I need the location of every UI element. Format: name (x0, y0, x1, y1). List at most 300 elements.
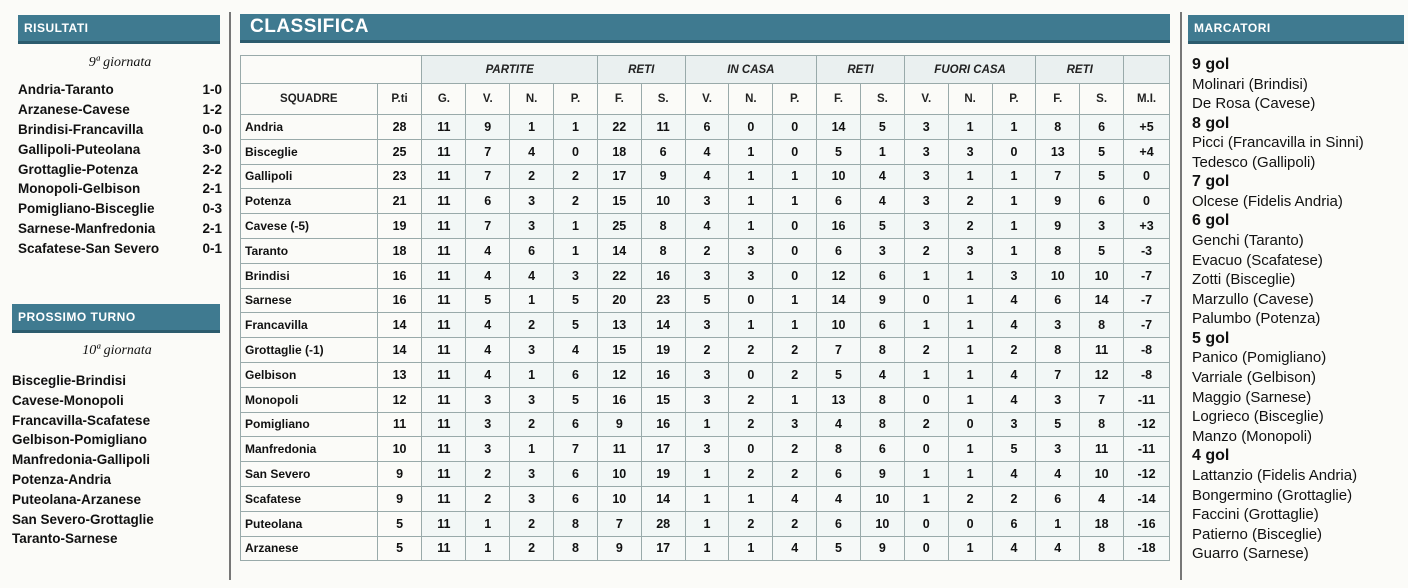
table-cell: 8 (1080, 313, 1124, 338)
table-cell: 1 (948, 164, 992, 189)
table-cell: 15 (597, 189, 641, 214)
table-cell: 3 (466, 387, 510, 412)
table-cell: 2 (948, 189, 992, 214)
table-cell: 4 (510, 263, 554, 288)
table-cell: 6 (1036, 288, 1080, 313)
table-cell: 9 (466, 115, 510, 140)
table-row (241, 486, 1170, 511)
team-name: Cavese (-5) (241, 214, 378, 239)
table-cell: 6 (1080, 189, 1124, 214)
scorer-name: Logrieco (Bisceglie) (1192, 408, 1324, 426)
table-cell: 3 (685, 313, 729, 338)
table-row (241, 362, 1170, 387)
table-cell: 0 (948, 511, 992, 536)
table-cell: 6 (554, 362, 598, 387)
table-cell: 2 (773, 437, 817, 462)
table-cell: 10 (817, 313, 861, 338)
table-cell: 1 (992, 115, 1036, 140)
table-cell: 2 (729, 387, 773, 412)
table-cell: 11 (1080, 437, 1124, 462)
table-cell: 4 (466, 362, 510, 387)
table-cell: 9 (377, 486, 422, 511)
table-cell: 2 (510, 536, 554, 561)
next-match: Manfredonia-Gallipoli (12, 452, 151, 468)
table-cell: 6 (860, 437, 904, 462)
table-cell: -12 (1124, 412, 1170, 437)
separator-left (229, 12, 231, 580)
table-cell: 2 (466, 462, 510, 487)
table-cell: 11 (641, 115, 685, 140)
table-cell: 4 (773, 486, 817, 511)
table-cell: 3 (685, 387, 729, 412)
table-cell: 16 (817, 214, 861, 239)
table-cell: 6 (466, 189, 510, 214)
table-cell: 2 (773, 511, 817, 536)
table-cell: 11 (597, 437, 641, 462)
team-name: Monopoli (241, 387, 378, 412)
table-cell: 15 (597, 338, 641, 363)
table-cell: 7 (466, 214, 510, 239)
column-header: S. (641, 84, 685, 115)
table-cell: 28 (641, 511, 685, 536)
group-partite: PARTITE (422, 56, 597, 84)
table-cell: 1 (992, 214, 1036, 239)
table-cell: 9 (597, 412, 641, 437)
table-cell: -11 (1124, 387, 1170, 412)
table-cell: 11 (422, 263, 466, 288)
table-cell: 5 (1080, 139, 1124, 164)
table-cell: 10 (817, 164, 861, 189)
table-cell: 6 (685, 115, 729, 140)
table-cell: 3 (904, 164, 948, 189)
table-cell: 0 (904, 536, 948, 561)
table-cell: 4 (860, 189, 904, 214)
classifica-body (241, 115, 1170, 561)
table-cell: 10 (860, 511, 904, 536)
result-score: 1-0 (202, 82, 222, 97)
table-cell: 3 (904, 189, 948, 214)
table-cell: 3 (904, 214, 948, 239)
table-cell: 13 (597, 313, 641, 338)
table-cell: 3 (773, 412, 817, 437)
team-name: Manfredonia (241, 437, 378, 462)
column-header: S. (1080, 84, 1124, 115)
table-cell: 1 (729, 486, 773, 511)
table-cell: 1 (904, 486, 948, 511)
table-cell: 0 (729, 362, 773, 387)
table-cell: 3 (729, 263, 773, 288)
table-cell: 11 (422, 511, 466, 536)
scorer-name: Evacuo (Scafatese) (1192, 251, 1323, 269)
next-match: San Severo-Grottaglie (12, 511, 154, 527)
table-cell: 6 (554, 462, 598, 487)
table-cell: 1 (773, 387, 817, 412)
column-header: N. (729, 84, 773, 115)
table-cell: 2 (773, 338, 817, 363)
risultati-title: RISULTATI (24, 21, 89, 35)
table-cell: 1 (510, 362, 554, 387)
table-cell: 8 (641, 238, 685, 263)
table-cell: 4 (466, 238, 510, 263)
table-cell: 7 (1080, 387, 1124, 412)
table-cell: 13 (817, 387, 861, 412)
prossimo-turno-title: PROSSIMO TURNO (18, 310, 136, 324)
table-cell: 5 (1036, 412, 1080, 437)
table-cell: 6 (817, 189, 861, 214)
table-cell: 25 (597, 214, 641, 239)
table-cell: 9 (860, 288, 904, 313)
scorer-name: Manzo (Monopoli) (1192, 427, 1313, 445)
table-cell: 8 (641, 214, 685, 239)
group-mi-blank (1124, 56, 1170, 84)
table-row (241, 263, 1170, 288)
table-cell: 11 (422, 139, 466, 164)
table-cell: 3 (1036, 437, 1080, 462)
table-cell: -3 (1124, 238, 1170, 263)
table-cell: 8 (1080, 412, 1124, 437)
table-cell: 0 (1124, 189, 1170, 214)
table-cell: 5 (377, 536, 422, 561)
table-cell: 4 (685, 164, 729, 189)
table-cell: 9 (641, 164, 685, 189)
table-cell: 8 (860, 412, 904, 437)
marcatori-header (1188, 15, 1404, 44)
team-name: Puteolana (241, 511, 378, 536)
table-cell: 5 (1080, 164, 1124, 189)
table-cell: 17 (641, 536, 685, 561)
table-cell: 8 (1036, 238, 1080, 263)
table-cell: 17 (641, 437, 685, 462)
table-cell: 4 (685, 214, 729, 239)
group-reti-fuori: RETI (1036, 56, 1124, 84)
table-cell: 5 (817, 536, 861, 561)
scorer-name: Maggio (Sarnese) (1192, 388, 1312, 406)
table-cell: 2 (729, 412, 773, 437)
table-cell: 19 (641, 462, 685, 487)
table-cell: 3 (904, 115, 948, 140)
group-in-casa: IN CASA (685, 56, 817, 84)
table-cell: 6 (860, 263, 904, 288)
table-cell: 7 (466, 164, 510, 189)
result-row (18, 140, 222, 160)
table-cell: 1 (685, 412, 729, 437)
table-cell: 8 (554, 536, 598, 561)
table-cell: 11 (377, 412, 422, 437)
table-row (241, 437, 1170, 462)
table-cell: 23 (377, 164, 422, 189)
team-name: San Severo (241, 462, 378, 487)
table-cell: 1 (685, 536, 729, 561)
classifica-column-row (241, 84, 1170, 115)
table-cell: 0 (992, 139, 1036, 164)
table-cell: 1 (510, 288, 554, 313)
table-cell: 14 (1080, 288, 1124, 313)
result-match: Scafatese-San Severo (18, 241, 160, 257)
table-cell: 3 (904, 139, 948, 164)
table-cell: 8 (1080, 536, 1124, 561)
table-row (241, 387, 1170, 412)
table-cell: 14 (377, 313, 422, 338)
table-cell: -7 (1124, 288, 1170, 313)
table-cell: 6 (1036, 486, 1080, 511)
table-cell: 4 (554, 338, 598, 363)
table-cell: 4 (685, 139, 729, 164)
table-cell: 10 (1036, 263, 1080, 288)
result-match: Arzanese-Cavese (18, 101, 130, 117)
table-cell: 2 (773, 462, 817, 487)
table-row (241, 313, 1170, 338)
table-cell: 28 (377, 115, 422, 140)
table-cell: 4 (817, 412, 861, 437)
table-cell: 6 (817, 511, 861, 536)
table-cell: 1 (948, 387, 992, 412)
team-name: Grottaglie (-1) (241, 338, 378, 363)
result-score: 2-1 (202, 221, 222, 237)
table-cell: 6 (554, 486, 598, 511)
table-cell: 1 (554, 214, 598, 239)
table-cell: 3 (685, 437, 729, 462)
table-cell: 14 (817, 115, 861, 140)
table-cell: -8 (1124, 338, 1170, 363)
table-cell: 1 (948, 115, 992, 140)
table-cell: 0 (729, 288, 773, 313)
table-cell: 17 (597, 164, 641, 189)
team-name: Gallipoli (241, 164, 378, 189)
team-name: Andria (241, 115, 378, 140)
table-cell: 3 (554, 263, 598, 288)
table-cell: 19 (641, 338, 685, 363)
table-cell: 1 (904, 263, 948, 288)
table-cell: 18 (377, 238, 422, 263)
table-cell: 3 (685, 263, 729, 288)
table-cell: 4 (1036, 536, 1080, 561)
table-cell: 1 (729, 536, 773, 561)
result-match: Grottaglie-Potenza (18, 161, 139, 177)
table-cell: 1 (554, 115, 598, 140)
result-match: Gallipoli-Puteolana (18, 141, 141, 157)
table-row (241, 288, 1170, 313)
table-cell: 7 (1036, 362, 1080, 387)
table-cell: 1 (904, 362, 948, 387)
column-header: P.ti (377, 84, 422, 115)
result-score: 3-0 (202, 141, 222, 157)
table-cell: 10 (377, 437, 422, 462)
table-cell: 22 (597, 263, 641, 288)
result-score: 0-1 (202, 241, 222, 257)
table-cell: 1 (510, 437, 554, 462)
table-cell: 4 (992, 536, 1036, 561)
table-cell: 3 (948, 139, 992, 164)
table-cell: +5 (1124, 115, 1170, 140)
table-cell: 9 (377, 462, 422, 487)
table-cell: 10 (641, 189, 685, 214)
column-header: V. (685, 84, 729, 115)
table-cell: 6 (641, 139, 685, 164)
table-cell: 14 (377, 338, 422, 363)
table-cell: 1 (992, 164, 1036, 189)
table-cell: 5 (992, 437, 1036, 462)
table-cell: 6 (554, 412, 598, 437)
table-cell: 3 (510, 214, 554, 239)
table-cell: 19 (377, 214, 422, 239)
table-cell: +4 (1124, 139, 1170, 164)
table-cell: 3 (1036, 387, 1080, 412)
table-cell: 14 (597, 238, 641, 263)
table-cell: 12 (817, 263, 861, 288)
column-header: P. (773, 84, 817, 115)
table-cell: 10 (860, 486, 904, 511)
table-cell: 9 (860, 536, 904, 561)
table-cell: 2 (510, 313, 554, 338)
table-cell: 6 (817, 238, 861, 263)
table-cell: 4 (1080, 486, 1124, 511)
column-header: P. (992, 84, 1036, 115)
team-name: Pomigliano (241, 412, 378, 437)
goal-count: 6 gol (1192, 212, 1230, 230)
table-cell: 0 (773, 115, 817, 140)
table-cell: 1 (948, 288, 992, 313)
column-header: M.I. (1124, 84, 1170, 115)
table-cell: 0 (773, 263, 817, 288)
table-cell: 1 (510, 115, 554, 140)
table-cell: 10 (597, 462, 641, 487)
result-score: 2-2 (202, 161, 222, 177)
table-cell: 10 (1080, 263, 1124, 288)
table-cell: 3 (685, 362, 729, 387)
table-cell: 0 (948, 412, 992, 437)
table-cell: 1 (773, 288, 817, 313)
table-cell: 1 (773, 164, 817, 189)
table-cell: 22 (597, 115, 641, 140)
table-cell: -16 (1124, 511, 1170, 536)
table-cell: 1 (729, 139, 773, 164)
table-cell: 8 (860, 387, 904, 412)
table-cell: 5 (817, 362, 861, 387)
table-cell: 2 (510, 511, 554, 536)
prossimo-turno-giornata: 10ª giornata (82, 343, 152, 358)
table-cell: 3 (510, 462, 554, 487)
table-cell: 18 (1080, 511, 1124, 536)
table-cell: 8 (860, 338, 904, 363)
column-header: N. (948, 84, 992, 115)
table-cell: 9 (1036, 189, 1080, 214)
goal-count: 5 gol (1192, 329, 1230, 347)
table-cell: 21 (377, 189, 422, 214)
team-name: Francavilla (241, 313, 378, 338)
table-cell: 1 (860, 139, 904, 164)
table-cell: 4 (992, 288, 1036, 313)
result-score: 1-2 (202, 101, 222, 117)
table-cell: 11 (422, 164, 466, 189)
table-row (241, 238, 1170, 263)
table-cell: 7 (817, 338, 861, 363)
result-match: Monopoli-Gelbison (18, 181, 141, 197)
table-cell: 16 (641, 412, 685, 437)
table-cell: -14 (1124, 486, 1170, 511)
table-cell: 1 (904, 462, 948, 487)
table-cell: 2 (554, 164, 598, 189)
table-cell: 0 (773, 214, 817, 239)
table-row (241, 164, 1170, 189)
table-cell: 11 (422, 362, 466, 387)
table-cell: -11 (1124, 437, 1170, 462)
table-cell: 2 (466, 486, 510, 511)
table-cell: 2 (904, 338, 948, 363)
result-score: 0-3 (202, 201, 222, 217)
scorer-name: Picci (Francavilla in Sinni) (1192, 134, 1364, 152)
table-cell: +3 (1124, 214, 1170, 239)
table-cell: 1 (729, 189, 773, 214)
table-cell: 5 (554, 313, 598, 338)
table-cell: 5 (860, 214, 904, 239)
table-row (241, 139, 1170, 164)
table-cell: 2 (729, 338, 773, 363)
result-row (18, 80, 222, 100)
table-cell: -7 (1124, 313, 1170, 338)
table-cell: 4 (992, 462, 1036, 487)
goal-count: 7 gol (1192, 173, 1230, 191)
result-match: Brindisi-Francavilla (18, 121, 144, 137)
result-match: Andria-Taranto (18, 82, 114, 97)
classifica-table-wrap (240, 55, 1170, 561)
table-cell: 3 (860, 238, 904, 263)
column-header: N. (510, 84, 554, 115)
table-cell: 1 (948, 536, 992, 561)
table-cell: 16 (597, 387, 641, 412)
group-fuori-casa: FUORI CASA (904, 56, 1036, 84)
table-cell: 0 (773, 139, 817, 164)
table-cell: 3 (1036, 313, 1080, 338)
table-cell: 15 (641, 387, 685, 412)
scorer-name: Genchi (Taranto) (1192, 231, 1304, 249)
table-cell: 5 (554, 288, 598, 313)
table-cell: -8 (1124, 362, 1170, 387)
scorer-name: Zotti (Bisceglie) (1192, 271, 1296, 289)
table-cell: 7 (466, 139, 510, 164)
table-cell: 1 (1036, 511, 1080, 536)
table-cell: 7 (1036, 164, 1080, 189)
table-cell: 1 (904, 313, 948, 338)
table-cell: 2 (510, 412, 554, 437)
column-header: V. (904, 84, 948, 115)
scorer-name: Olcese (Fidelis Andria) (1192, 192, 1343, 210)
scorer-name: De Rosa (Cavese) (1192, 95, 1316, 113)
table-cell: 25 (377, 139, 422, 164)
scorer-name: Marzullo (Cavese) (1192, 290, 1314, 308)
team-name: Arzanese (241, 536, 378, 561)
table-cell: 5 (377, 511, 422, 536)
table-cell: 3 (948, 238, 992, 263)
column-header: P. (554, 84, 598, 115)
table-cell: 8 (1036, 338, 1080, 363)
table-row (241, 189, 1170, 214)
table-cell: 1 (948, 263, 992, 288)
table-cell: 6 (1080, 115, 1124, 140)
result-row (18, 239, 222, 259)
table-row (241, 536, 1170, 561)
table-cell: 3 (510, 486, 554, 511)
next-match: Taranto-Sarnese (12, 531, 118, 547)
table-cell: 16 (641, 263, 685, 288)
table-cell: 8 (1036, 115, 1080, 140)
risultati-header (18, 15, 220, 44)
column-header: SQUADRE (241, 84, 378, 115)
table-cell: 3 (1080, 214, 1124, 239)
table-cell: 1 (948, 437, 992, 462)
table-cell: 11 (422, 214, 466, 239)
table-cell: 1 (554, 238, 598, 263)
table-cell: 12 (597, 362, 641, 387)
